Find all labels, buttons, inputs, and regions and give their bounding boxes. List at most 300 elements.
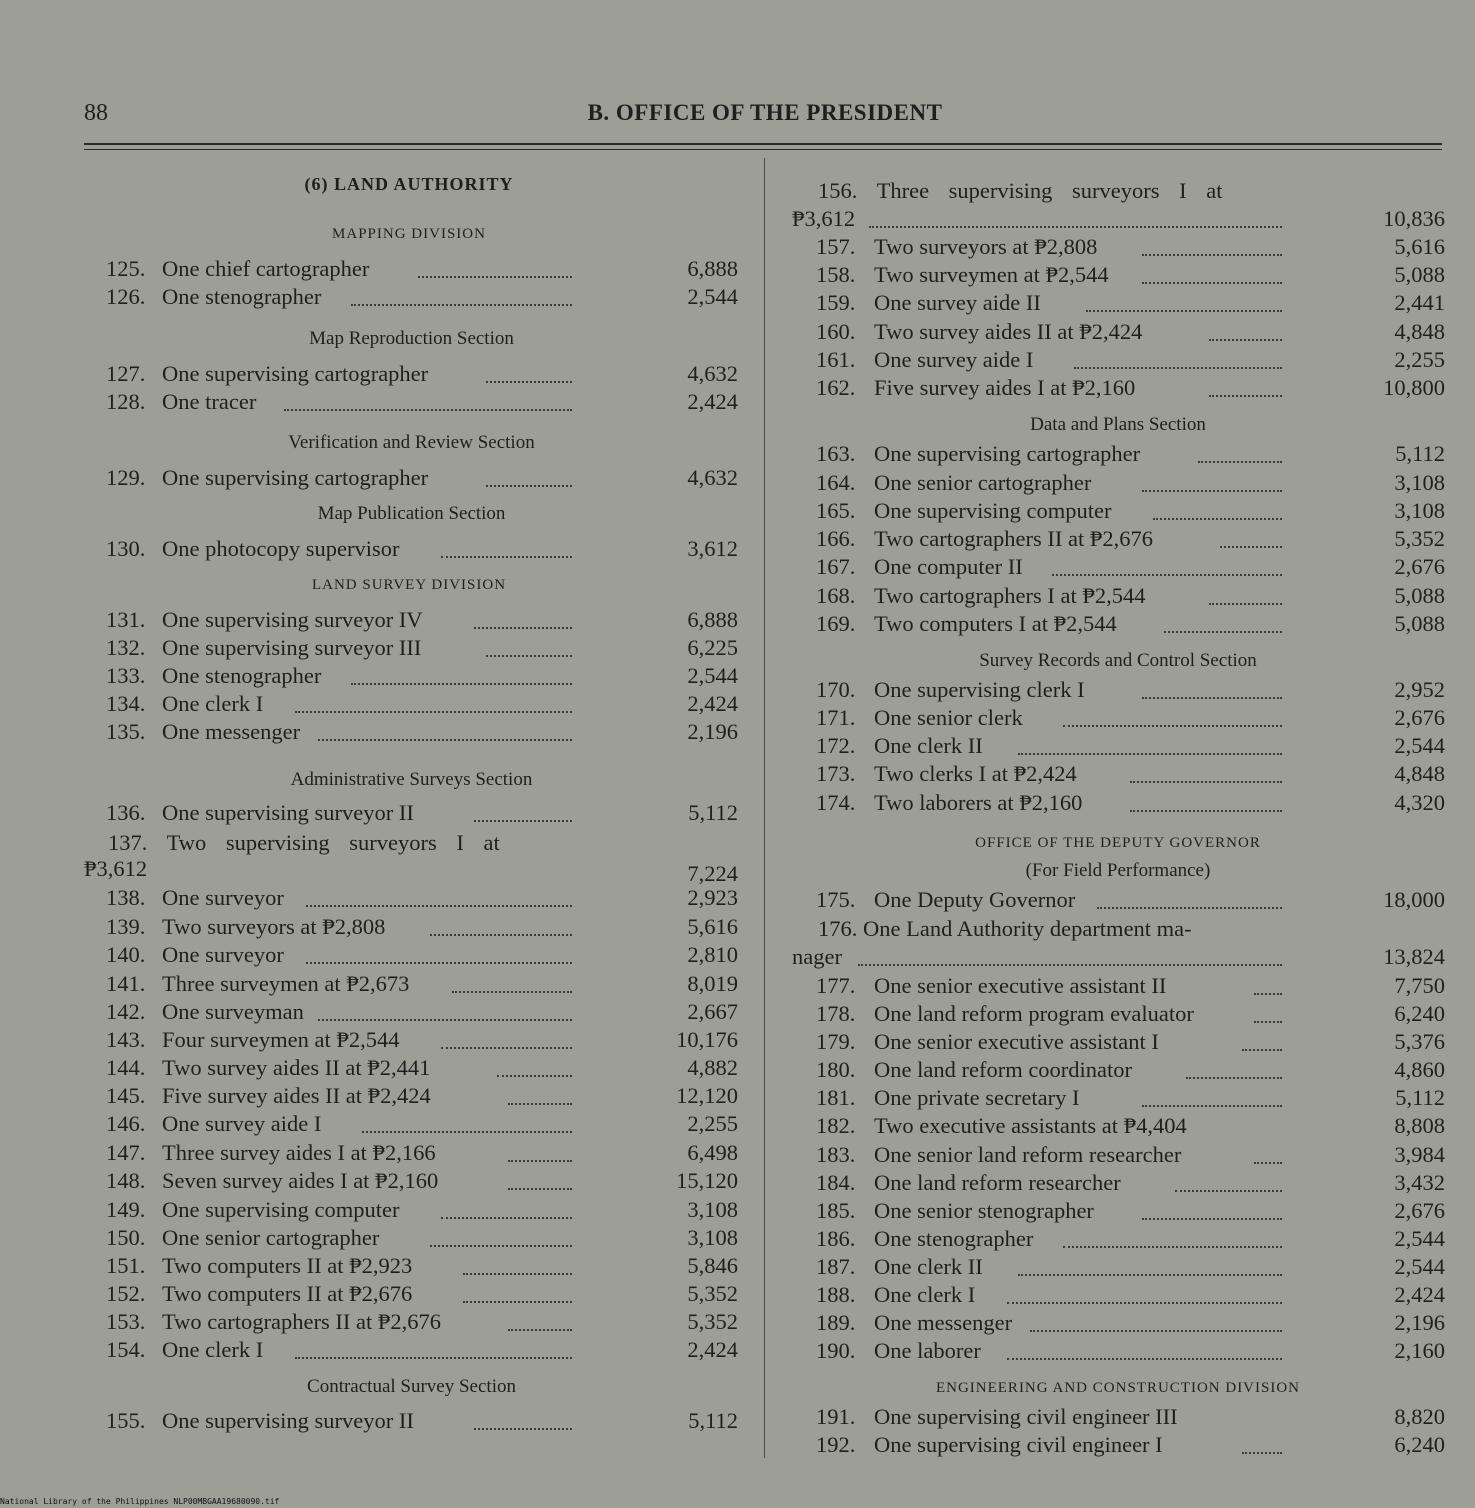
item-number: 129. [106, 465, 146, 490]
item-176-line1: 176. One Land Authority department ma- [818, 916, 1192, 941]
item-amount: 5,352 [687, 1309, 738, 1334]
right-item-row [0, 554, 1475, 580]
item-number: 170. [816, 677, 856, 702]
item-description: nager [792, 944, 842, 969]
item-description: One tracer [162, 389, 257, 414]
item-number: 141. [106, 971, 146, 996]
item-number: 149. [106, 1197, 146, 1222]
item-number: 173. [816, 761, 856, 786]
leader-dots [1018, 1272, 1282, 1276]
page-number: 88 [84, 100, 108, 126]
item-number: 133. [106, 663, 146, 688]
item-description: One surveyor [162, 885, 284, 910]
leader-dots [284, 407, 572, 411]
item-amount: 2,676 [1394, 554, 1445, 579]
item-description: One supervising cartographer [162, 465, 429, 490]
item-number: 175. [816, 887, 856, 912]
item-amount: 2,255 [687, 1111, 738, 1136]
right-item-row [0, 944, 1475, 970]
leader-dots [1063, 723, 1282, 727]
item-description: Seven survey aides I at ₱2,160 [162, 1168, 439, 1193]
item-amount: 10,836 [1383, 206, 1445, 231]
page-title: B. OFFICE OF THE PRESIDENT [587, 100, 943, 125]
item-amount: 8,808 [1394, 1113, 1445, 1138]
item-number: 192. [816, 1432, 856, 1457]
item-description: One supervising clerk I [874, 677, 1085, 702]
right-item-row [0, 234, 1475, 260]
item-amount: 5,112 [1395, 441, 1445, 466]
item-amount: 6,240 [1394, 1001, 1445, 1026]
item-amount: 3,108 [687, 1197, 738, 1222]
item-description: One land reform program evaluator [874, 1001, 1194, 1026]
right-item-row [0, 498, 1475, 524]
item-description: Two surveyors at ₱2,808 [162, 914, 386, 939]
item-amount: 4,860 [1394, 1057, 1445, 1082]
item-description: One surveyman [162, 999, 304, 1024]
item-description: One supervising cartographer [874, 441, 1141, 466]
item-description: One stenographer [162, 663, 322, 688]
item-description: One survey aide II [874, 290, 1041, 315]
leader-dots [1242, 1450, 1282, 1454]
item-amount: 4,848 [1394, 761, 1445, 786]
leader-dots [1209, 393, 1282, 397]
item-description: One survey aide I [162, 1111, 322, 1136]
item-number: 180. [816, 1057, 856, 1082]
left-item-row [0, 635, 1475, 661]
item-number: 139. [106, 914, 146, 939]
item-description: One supervising surveyor III [162, 635, 422, 660]
leader-dots [486, 653, 572, 657]
right-item-row [0, 761, 1475, 787]
item-description: One clerk I [874, 1282, 976, 1307]
item-description: One surveyor [162, 942, 284, 967]
item-number: 135. [106, 719, 146, 744]
item-number: 134. [106, 691, 146, 716]
item-156-line1: 156. Three supervising surveyors I at [818, 178, 1223, 203]
right-item-row [0, 887, 1475, 913]
item-description: One chief cartographer [162, 256, 370, 281]
item-137-line1: 137. Two supervising surveyors I at [108, 830, 500, 855]
item-number: 162. [816, 375, 856, 400]
right-item-row [0, 1338, 1475, 1364]
item-number: 186. [816, 1226, 856, 1251]
item-amount: 2,544 [1394, 1254, 1445, 1279]
item-amount: 2,544 [687, 663, 738, 688]
item-description: One senior executive assistant I [874, 1029, 1159, 1054]
item-number: 178. [816, 1001, 856, 1026]
leader-dots [1142, 252, 1282, 256]
item-description: One senior clerk [874, 705, 1023, 730]
item-number: 181. [816, 1085, 856, 1110]
right-item-row [0, 677, 1475, 703]
item-description: One messenger [874, 1310, 1013, 1335]
item-description: One clerk I [162, 691, 264, 716]
item-amount: 4,632 [687, 361, 738, 386]
left-item-row [0, 914, 1475, 940]
leader-dots [1074, 365, 1282, 369]
right-item-row [0, 705, 1475, 731]
leader-dots [1086, 308, 1282, 312]
heading-land-survey-division: LAND SURVEY DIVISION [311, 577, 507, 593]
item-number: 184. [816, 1170, 856, 1195]
item-description: One stenographer [162, 284, 322, 309]
heading-deputy-governor: OFFICE OF THE DEPUTY GOVERNOR [975, 835, 1261, 851]
leader-dots [869, 224, 1282, 228]
item-description: One messenger [162, 719, 301, 744]
right-item-row [0, 973, 1475, 999]
item-number: 168. [816, 583, 856, 608]
leader-dots [1254, 991, 1282, 995]
item-amount: 12,120 [676, 1083, 738, 1108]
item-number: 165. [816, 498, 856, 523]
right-item-row [0, 1142, 1475, 1168]
item-number: 132. [106, 635, 146, 660]
item-amount: 5,088 [1394, 611, 1445, 636]
leader-dots [1142, 1216, 1282, 1220]
leader-dots [1142, 280, 1282, 284]
item-description: One land reform coordinator [874, 1057, 1133, 1082]
header-rule-thin [84, 149, 1442, 150]
header-rule [84, 143, 1442, 145]
item-amount: 7,224 [687, 861, 738, 886]
item-number: 125. [106, 256, 146, 281]
item-number: 147. [106, 1140, 146, 1165]
item-description: Five survey aides II at ₱2,424 [162, 1083, 431, 1108]
item-description: ₱3,612 [792, 206, 856, 231]
item-description: One clerk II [874, 733, 983, 758]
item-number: 142. [106, 999, 146, 1024]
item-number: 128. [106, 389, 146, 414]
item-description: One survey aide I [874, 347, 1034, 372]
item-number: 157. [816, 234, 856, 259]
item-amount: 5,616 [1394, 234, 1445, 259]
item-amount: 5,088 [1394, 262, 1445, 287]
item-number: 191. [816, 1404, 856, 1429]
item-number: 164. [816, 470, 856, 495]
item-amount: 2,810 [687, 942, 738, 967]
item-number: 146. [106, 1111, 146, 1136]
leader-dots [1164, 629, 1282, 633]
heading-mapping-division: MAPPING DIVISION [332, 226, 486, 242]
leader-dots [1198, 459, 1282, 463]
item-amount: 2,424 [687, 691, 738, 716]
item-amount: 6,888 [687, 256, 738, 281]
heading-map-publication: Map Publication Section [317, 503, 506, 524]
item-amount: 5,112 [688, 1408, 738, 1433]
item-description: Two survey aides II at ₱2,441 [162, 1055, 431, 1080]
item-number: 183. [816, 1142, 856, 1167]
item-number: 127. [106, 361, 146, 386]
right-item-row [0, 347, 1475, 373]
right-item-row [0, 441, 1475, 467]
item-description: One supervising civil engineer III [874, 1404, 1178, 1429]
item-amount: 2,667 [687, 999, 738, 1024]
item-amount: 4,320 [1394, 790, 1445, 815]
item-description: Five survey aides I at ₱2,160 [874, 375, 1136, 400]
leader-dots [858, 962, 1282, 966]
item-number: 163. [816, 441, 856, 466]
item-amount: 13,824 [1383, 944, 1445, 969]
item-number: 187. [816, 1254, 856, 1279]
left-item-row [0, 861, 1475, 887]
leader-dots [1142, 488, 1282, 492]
heading-engineering-division: ENGINEERING AND CONSTRUCTION DIVISION [935, 1380, 1301, 1396]
item-amount: 10,800 [1383, 375, 1445, 400]
item-number: 185. [816, 1198, 856, 1223]
item-amount: 6,240 [1394, 1432, 1445, 1457]
item-amount: 6,498 [687, 1140, 738, 1165]
item-number: 174. [816, 790, 856, 815]
item-description: One clerk II [874, 1254, 983, 1279]
heading-survey-records: Survey Records and Control Section [979, 650, 1257, 671]
right-item-row [0, 1057, 1475, 1083]
item-amount: 4,632 [687, 465, 738, 490]
item-number: 144. [106, 1055, 146, 1080]
item-description: One supervising cartographer [162, 361, 429, 386]
item-description: One Deputy Governor [874, 887, 1076, 912]
item-amount: 3,108 [1394, 470, 1445, 495]
right-item-row [0, 1029, 1475, 1055]
item-amount: 2,424 [687, 389, 738, 414]
item-description: One land reform researcher [874, 1170, 1121, 1195]
item-amount: 3,984 [1394, 1142, 1445, 1167]
leader-dots [1186, 1075, 1282, 1079]
item-number: 154. [106, 1337, 146, 1362]
leader-dots [1209, 337, 1282, 341]
item-description: One supervising civil engineer I [874, 1432, 1163, 1457]
item-amount: 3,108 [1394, 498, 1445, 523]
item-description: Two executive assistants at ₱4,404 [874, 1113, 1187, 1138]
right-item-row [0, 375, 1475, 401]
item-description: Three surveymen at ₱2,673 [162, 971, 410, 996]
item-amount: 8,019 [687, 971, 738, 996]
item-amount: 2,441 [1394, 290, 1445, 315]
item-amount: 3,432 [1394, 1170, 1445, 1195]
item-number: 145. [106, 1083, 146, 1108]
item-description: One clerk I [162, 1337, 264, 1362]
leader-dots [1052, 572, 1282, 576]
item-137-line2: ₱3,612 [84, 856, 148, 881]
item-amount: 5,112 [1395, 1085, 1445, 1110]
right-item-row [0, 1310, 1475, 1336]
leader-dots [474, 818, 572, 822]
item-number: 177. [816, 973, 856, 998]
item-amount: 3,108 [687, 1225, 738, 1250]
leader-dots [1220, 544, 1282, 548]
section-title-land-authority: (6) LAND AUTHORITY [304, 174, 514, 194]
item-description: One senior cartographer [874, 470, 1092, 495]
item-number: 131. [106, 607, 146, 632]
right-item-row [0, 1198, 1475, 1224]
leader-dots [1097, 905, 1282, 909]
item-number: 126. [106, 284, 146, 309]
item-amount: 2,923 [687, 885, 738, 910]
item-number: 172. [816, 733, 856, 758]
item-amount: 2,424 [687, 1337, 738, 1362]
item-amount: 2,544 [1394, 733, 1445, 758]
item-number: 169. [816, 611, 856, 636]
leader-dots [1153, 516, 1282, 520]
item-description: One computer II [874, 554, 1023, 579]
right-item-row [0, 1001, 1475, 1027]
item-description: One supervising surveyor IV [162, 607, 423, 632]
item-description: One supervising surveyor II [162, 800, 414, 825]
item-description: Two survey aides II at ₱2,424 [874, 319, 1143, 344]
right-item-row [0, 1282, 1475, 1308]
right-item-row [0, 790, 1475, 816]
leader-dots [430, 932, 572, 936]
item-description: Two clerks I at ₱2,424 [874, 761, 1077, 786]
item-amount: 5,616 [687, 914, 738, 939]
item-description: One photocopy supervisor [162, 536, 400, 561]
item-description: One supervising surveyor II [162, 1408, 414, 1433]
leader-dots [1175, 1188, 1282, 1192]
item-number: 148. [106, 1168, 146, 1193]
item-amount: 2,424 [1394, 1282, 1445, 1307]
heading-data-plans: Data and Plans Section [1030, 414, 1206, 435]
right-item-row [0, 1254, 1475, 1280]
item-amount: 2,544 [1394, 1226, 1445, 1251]
item-number: 190. [816, 1338, 856, 1363]
item-amount: 5,088 [1394, 583, 1445, 608]
item-description: Two cartographers II at ₱2,676 [162, 1309, 441, 1334]
item-number: 158. [816, 262, 856, 287]
item-number: 188. [816, 1282, 856, 1307]
item-description: Two surveyors at ₱2,808 [874, 234, 1098, 259]
heading-contractual-survey: Contractual Survey Section [307, 1376, 516, 1397]
right-item-row [0, 1226, 1475, 1252]
right-item-row [0, 526, 1475, 552]
right-item-row [0, 262, 1475, 288]
item-description: One senior executive assistant II [874, 973, 1167, 998]
item-amount: 7,750 [1394, 973, 1445, 998]
item-description: Two cartographers I at ₱2,544 [874, 583, 1146, 608]
item-description: One stenographer [874, 1226, 1034, 1251]
right-item-row [0, 206, 1475, 232]
item-amount: 4,848 [1394, 319, 1445, 344]
item-number: 161. [816, 347, 856, 372]
item-description: Two cartographers II at ₱2,676 [874, 526, 1153, 551]
leader-dots [1254, 1019, 1282, 1023]
item-amount: 2,160 [1394, 1338, 1445, 1363]
heading-field-performance: (For Field Performance) [1025, 860, 1211, 881]
item-number: 189. [816, 1310, 856, 1335]
item-description: Two computers II at ₱2,923 [162, 1253, 413, 1278]
item-amount: 8,820 [1394, 1404, 1445, 1429]
item-description: Two computers II at ₱2,676 [162, 1281, 413, 1306]
footer-caption: National Library of the Philippines NLP00MBGAA19680090.tif [0, 1497, 280, 1506]
item-amount: 5,376 [1394, 1029, 1445, 1054]
item-number: 143. [106, 1027, 146, 1052]
right-item-row [0, 290, 1475, 316]
item-amount: 3,612 [687, 536, 738, 561]
right-item-row [0, 583, 1475, 609]
item-number: 140. [106, 942, 146, 967]
right-item-row [0, 1085, 1475, 1111]
leader-dots [1130, 808, 1282, 812]
leader-dots [1063, 1244, 1282, 1248]
item-number: 150. [106, 1225, 146, 1250]
item-amount: 5,846 [687, 1253, 738, 1278]
right-item-row [0, 1113, 1475, 1139]
leader-dots [1242, 1047, 1282, 1051]
item-number: 136. [106, 800, 146, 825]
item-number: 166. [816, 526, 856, 551]
item-description: One supervising computer [162, 1197, 400, 1222]
item-number: 130. [106, 536, 146, 561]
item-description: Two surveymen at ₱2,544 [874, 262, 1109, 287]
item-number: 160. [816, 319, 856, 344]
right-item-row [0, 1404, 1475, 1430]
item-number: 167. [816, 554, 856, 579]
item-amount: 2,196 [1394, 1310, 1445, 1335]
item-number: 151. [106, 1253, 146, 1278]
right-item-row [0, 470, 1475, 496]
item-number: 153. [106, 1309, 146, 1334]
item-amount: 4,882 [687, 1055, 738, 1080]
right-item-row [0, 1432, 1475, 1458]
item-amount: 15,120 [676, 1168, 738, 1193]
item-description: One laborer [874, 1338, 981, 1363]
item-amount: 2,676 [1394, 1198, 1445, 1223]
item-number: 171. [816, 705, 856, 730]
item-description: Three survey aides I at ₱2,166 [162, 1140, 436, 1165]
item-amount: 18,000 [1383, 887, 1445, 912]
item-amount: 2,255 [1394, 347, 1445, 372]
leader-dots [1007, 1356, 1282, 1360]
right-item-row [0, 611, 1475, 637]
leader-dots [1142, 1103, 1282, 1107]
right-item-row [0, 733, 1475, 759]
leader-dots [1018, 751, 1282, 755]
leader-dots [1130, 779, 1282, 783]
leader-dots [1254, 1160, 1282, 1164]
item-amount: 10,176 [676, 1027, 738, 1052]
heading-verification-review: Verification and Review Section [288, 432, 535, 453]
leader-dots [1142, 695, 1282, 699]
item-description: Two computers I at ₱2,544 [874, 611, 1117, 636]
right-item-row [0, 1170, 1475, 1196]
item-description: One private secretary I [874, 1085, 1080, 1110]
right-item-row [0, 319, 1475, 345]
item-description: One senior cartographer [162, 1225, 380, 1250]
item-amount: 6,225 [687, 635, 738, 660]
item-number: 182. [816, 1113, 856, 1138]
item-description: One senior land reform researcher [874, 1142, 1182, 1167]
item-amount: 5,352 [687, 1281, 738, 1306]
item-amount: 2,196 [687, 719, 738, 744]
item-amount: 2,544 [687, 284, 738, 309]
item-amount: 5,112 [688, 800, 738, 825]
item-amount: 5,352 [1394, 526, 1445, 551]
item-number: 179. [816, 1029, 856, 1054]
leader-dots [1209, 601, 1282, 605]
heading-map-reproduction: Map Reproduction Section [309, 328, 514, 349]
item-description: One senior stenographer [874, 1198, 1094, 1223]
item-description: Four surveymen at ₱2,544 [162, 1027, 400, 1052]
item-amount: 6,888 [687, 607, 738, 632]
heading-administrative-surveys: Administrative Surveys Section [290, 769, 533, 790]
item-number: 155. [106, 1408, 146, 1433]
item-number: 138. [106, 885, 146, 910]
item-number: 152. [106, 1281, 146, 1306]
leader-dots [1030, 1328, 1282, 1332]
item-description: Two laborers at ₱2,160 [874, 790, 1083, 815]
item-amount: 2,676 [1394, 705, 1445, 730]
item-number: 159. [816, 290, 856, 315]
leader-dots [1007, 1300, 1282, 1304]
item-amount: 2,952 [1394, 677, 1445, 702]
